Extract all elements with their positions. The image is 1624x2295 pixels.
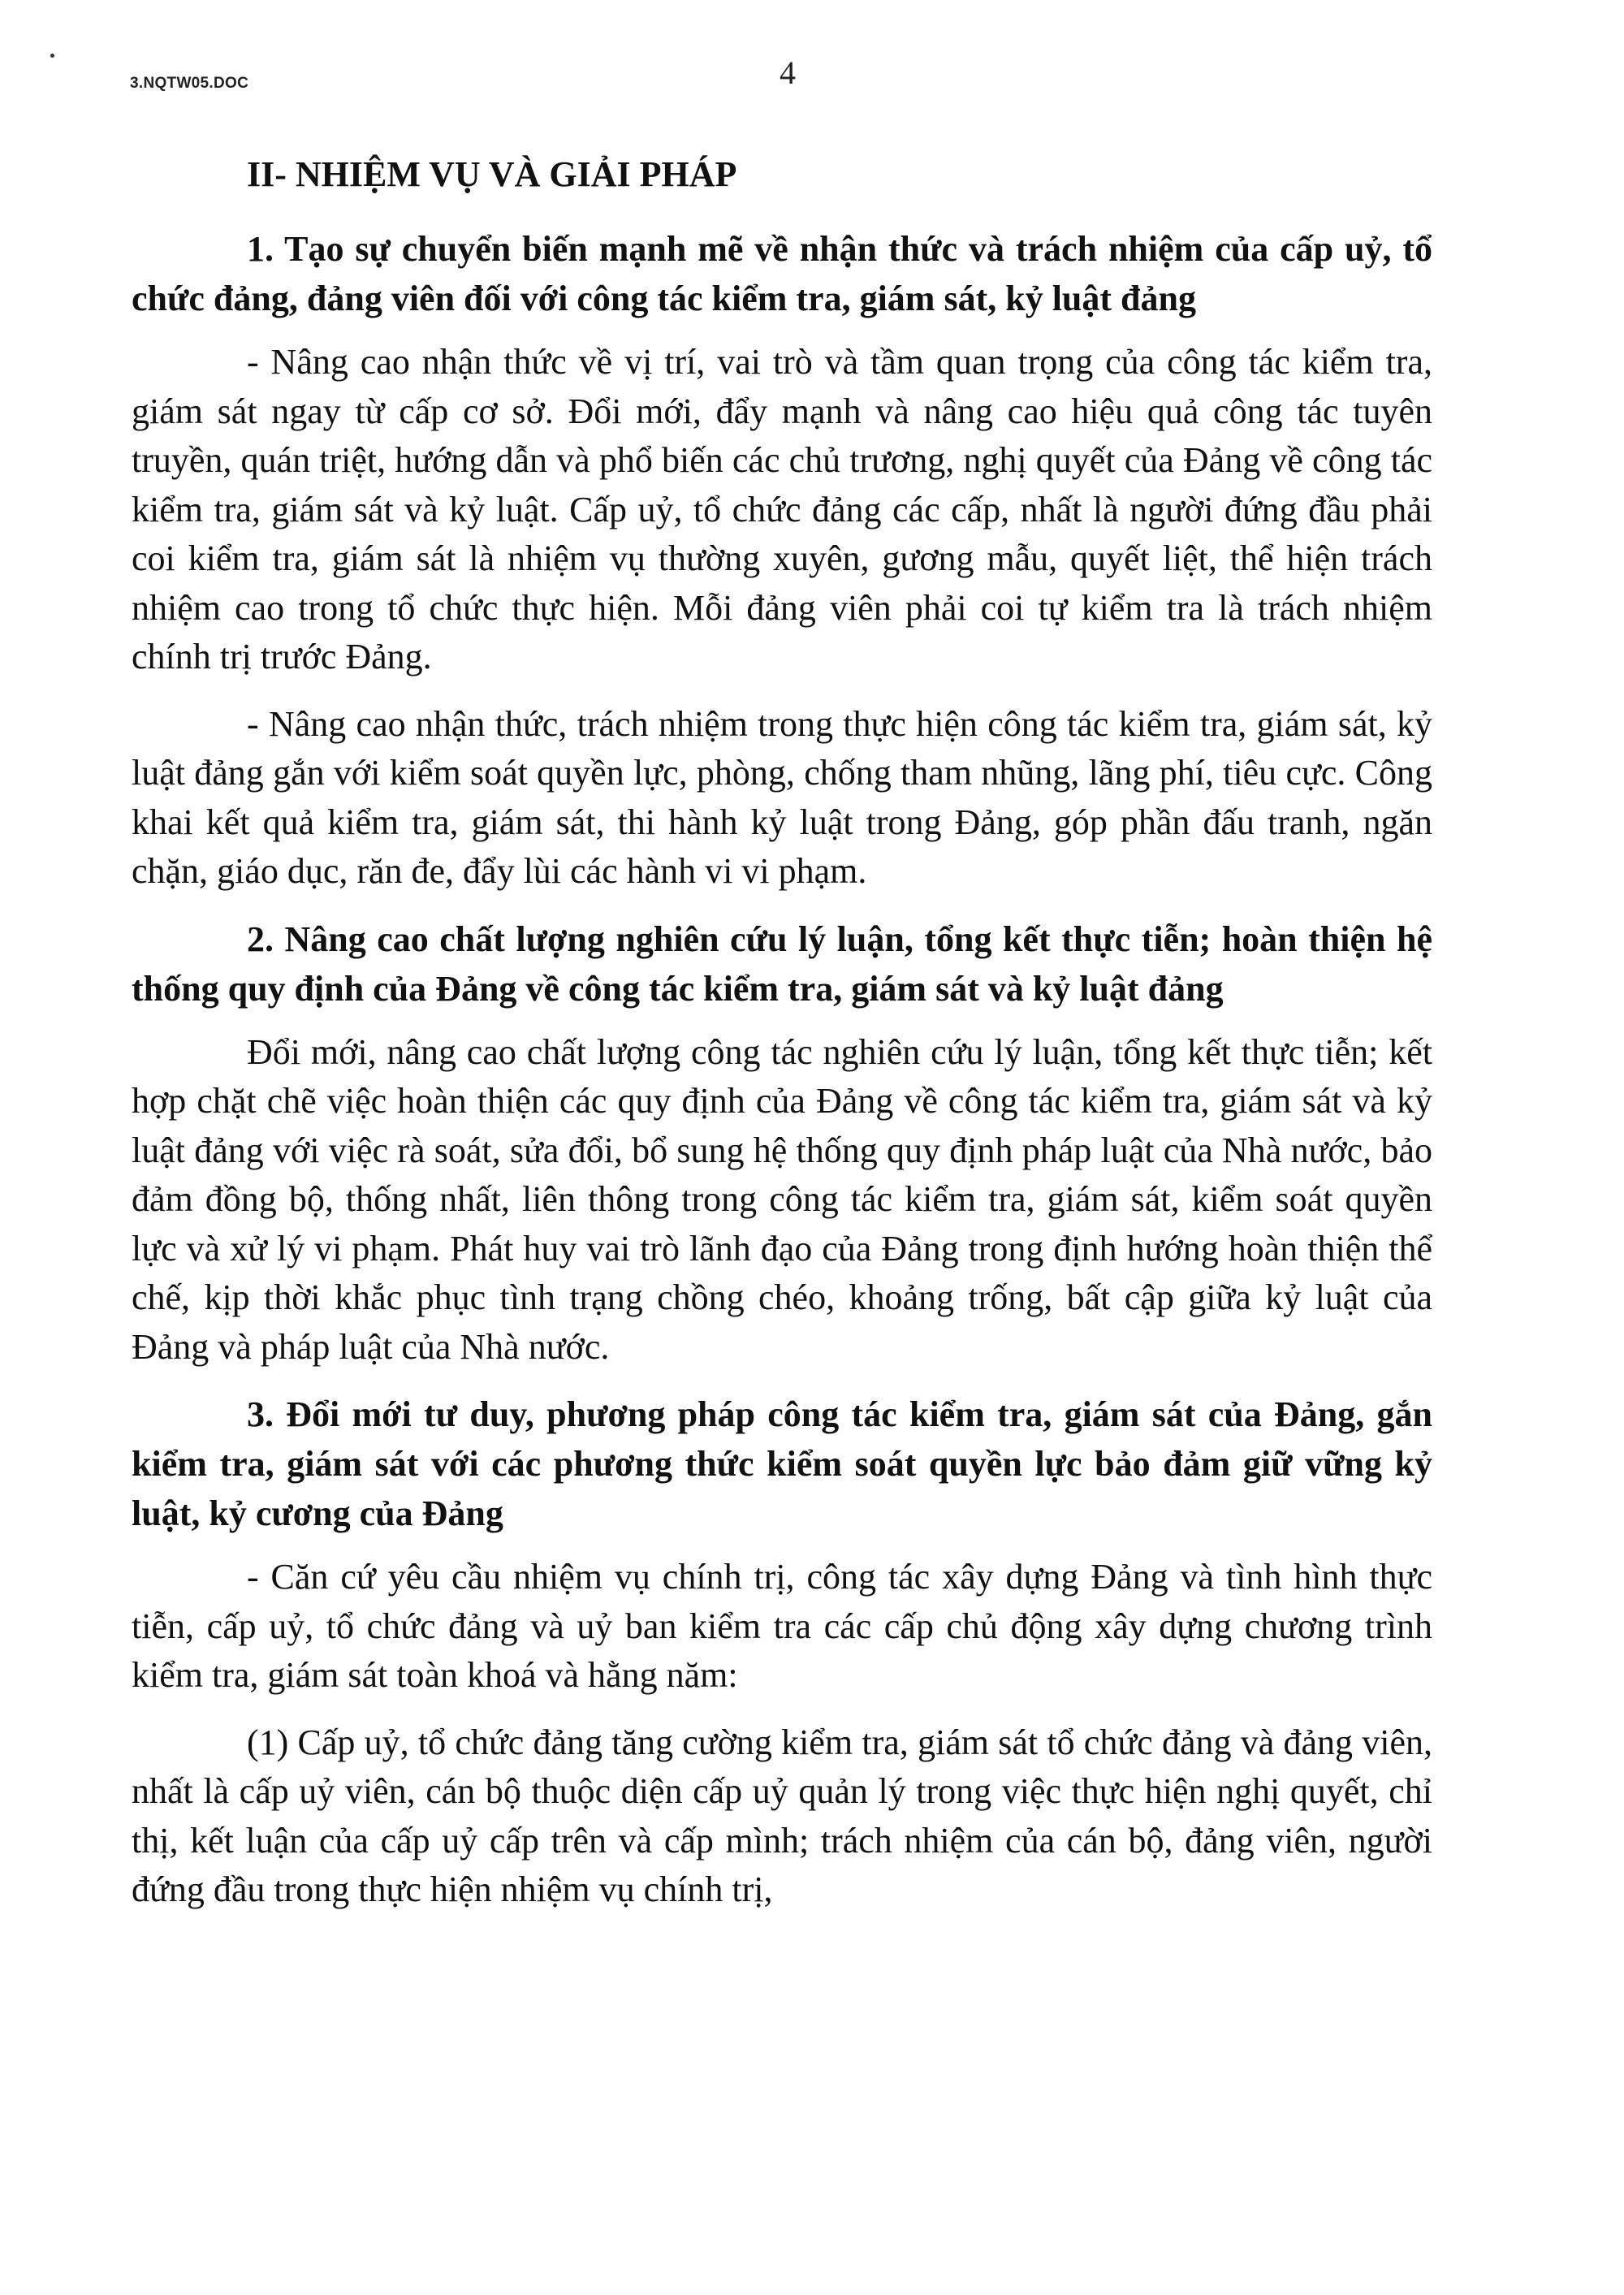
document-body <box>132 153 1432 1933</box>
heading-3: 3. Đổi mới tư duy, phương pháp công tác kiểm tra, giám sát của Đảng, gắn kiểm tra, giám sát với các phương thức kiểm soát quyền lực bảo đảm giữ vững kỷ luật, kỷ cương của Đảng <box>132 1394 1432 1533</box>
paragraph: - Nâng cao nhận thức, trách nhiệm trong thực hiện công tác kiểm tra, giám sát, kỷ luật đảng gắn với kiểm soát quyền lực, phòng, chống tham nhũng, lãng phí, tiêu cực. Công khai kết quả kiểm tra, giám sát, thi hành kỷ luật trong Đảng, góp phần đấu tranh, ngăn chặn, giáo dục, răn đe, đẩy lùi các hành vi vi phạm. <box>132 703 1432 891</box>
paragraph: (1) Cấp uỷ, tổ chức đảng tăng cường kiểm tra, giám sát tổ chức đảng và đảng viên, nhất là cấp uỷ viên, cán bộ thuộc diện cấp uỷ quản lý trong việc thực hiện nghị quyết, chỉ thị, kết luận của cấp uỷ cấp trên và cấp mình; trách nhiệm của cán bộ, đảng viên, người đứng đầu trong thực hiện nhiệm vụ chính trị, <box>132 1722 1432 1909</box>
heading-2: 2. Nâng cao chất lượng nghiên cứu lý luận, tổng kết thực tiễn; hoàn thiện hệ thống quy định của Đảng về công tác kiểm tra, giám sát và kỷ luật đảng <box>132 918 1432 1009</box>
paragraph: - Căn cứ yêu cầu nhiệm vụ chính trị, công tác xây dựng Đảng và tình hình thực tiễn, cấp uỷ, tổ chức đảng và uỷ ban kiểm tra các cấp chủ động xây dựng chương trình kiểm tra, giám sát toàn khoá và hằng năm: <box>132 1557 1432 1695</box>
section-title: II- NHIỆM VỤ VÀ GIẢI PHÁP <box>247 154 737 194</box>
paragraph: - Nâng cao nhận thức về vị trí, vai trò và tầm quan trọng của công tác kiểm tra, giám sát ngay từ cấp cơ sở. Đổi mới, đẩy mạnh và nâng cao hiệu quả công tác tuyên truyền, quán triệt, hướng dẫn và phổ biến các chủ trương, nghị quyết của Đảng về công tác kiểm tra, giám sát và kỷ luật. Cấp uỷ, tổ chức đảng các cấp, nhất là người đứng đầu phải coi kiểm tra, giám sát là nhiệm vụ thường xuyên, gương mẫu, quyết liệt, thể hiện trách nhiệm cao trong tổ chức thực hiện. Mỗi đảng viên phải coi tự kiểm tra là trách nhiệm chính trị trước Đảng. <box>132 342 1432 676</box>
heading-1: 1. Tạo sự chuyển biến mạnh mẽ về nhận thức và trách nhiệm của cấp uỷ, tổ chức đảng, đảng viên đối với công tác kiểm tra, giám sát, kỷ luật đảng <box>132 229 1432 318</box>
scan-mark <box>50 54 54 58</box>
document-code: 3.NQTW05.DOC <box>130 75 249 92</box>
paragraph: Đổi mới, nâng cao chất lượng công tác nghiên cứu lý luận, tổng kết thực tiễn; kết hợp chặt chẽ việc hoàn thiện các quy định của Đảng về công tác kiểm tra, giám sát và kỷ luật đảng với việc rà soát, sửa đổi, bổ sung hệ thống quy định pháp luật của Nhà nước, bảo đảm đồng bộ, thống nhất, liên thông trong công tác kiểm tra, giám sát, kiểm soát quyền lực và xử lý vi phạm. Phát huy vai trò lãnh đạo của Đảng trong định hướng hoàn thiện thể chế, kịp thời khắc phục tình trạng chồng chéo, khoảng trống, bất cập giữa kỷ luật của Đảng và pháp luật của Nhà nước. <box>132 1031 1432 1367</box>
page-number: 4 <box>780 54 796 91</box>
